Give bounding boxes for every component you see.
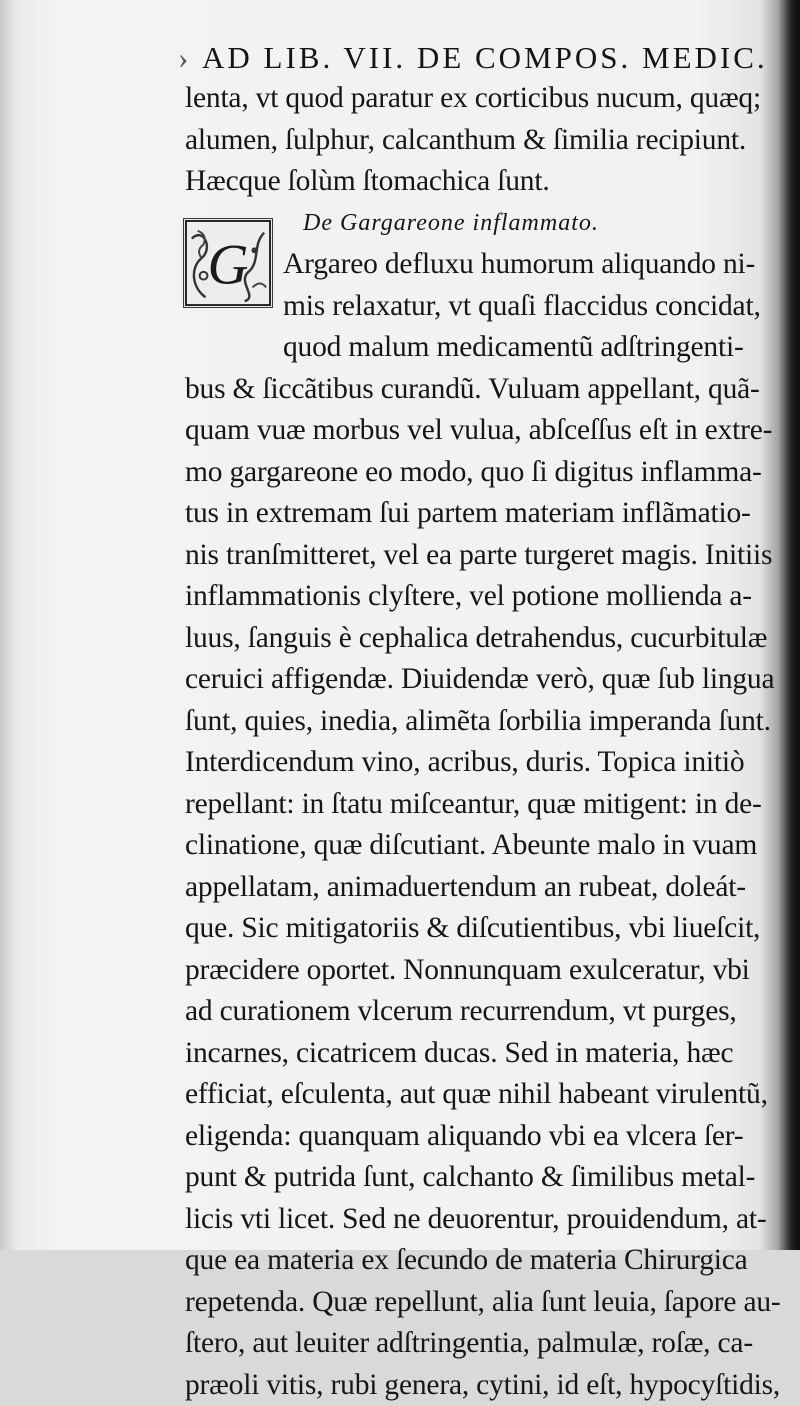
text-line: Argareo defluxu humorum aliquando ni- bbox=[185, 244, 775, 286]
text-line: repetenda. Quæ repellunt, alia ſunt leuia, ſapore au- bbox=[185, 1282, 775, 1324]
page-edge-shadow bbox=[778, 0, 800, 1250]
section-heading: De Gargareone inflammato. bbox=[185, 203, 775, 245]
text-line: quam vuæ morbus vel vulua, abſceſſus eſt in extre- bbox=[185, 410, 775, 452]
text-line: luus, ſanguis è cephalica detrahendus, cucurbitulæ bbox=[185, 618, 775, 660]
text-line: ceruici affigendæ. Diuidendæ verò, quæ ſub lingua bbox=[185, 659, 775, 701]
text-line: appellatam, animaduertendum an rubeat, doleát- bbox=[185, 867, 775, 909]
text-line: clinatione, quæ diſcutiant. Abeunte malo in vuam bbox=[185, 825, 775, 867]
text-line: efficiat, eſculenta, aut quæ nihil habeant virulentũ, bbox=[185, 1074, 775, 1116]
text-line: ſtero, aut leuiter adſtringentia, palmulæ, roſæ, ca- bbox=[185, 1323, 775, 1365]
text-line: lenta, vt quod paratur ex corticibus nucum, quæq; bbox=[185, 78, 775, 120]
text-line: Hæcque ſolùm ſtomachica ſunt. bbox=[185, 161, 775, 203]
text-line: punt & putrida ſunt, calchanto & ſimilibus metal- bbox=[185, 1157, 775, 1199]
text-line: tus in extremam ſui partem materiam inflãmatio- bbox=[185, 493, 775, 535]
body-text bbox=[185, 78, 775, 1406]
text-line: præcidere oportet. Nonnunquam exulceratur, vbi bbox=[185, 950, 775, 992]
text-line: Interdicendum vino, acribus, duris. Topica initiò bbox=[185, 742, 775, 784]
text-line: que ea materia ex ſecundo de materia Chirurgica bbox=[185, 1240, 775, 1282]
text-line: bus & ſiccãtibus curandũ. Vuluam appellant, quã- bbox=[185, 369, 775, 411]
text-line: que. Sic mitigatoriis & diſcutientibus, vbi liueſcit, bbox=[185, 908, 775, 950]
text-line: alumen, ſulphur, calcanthum & ſimilia recipiunt. bbox=[185, 120, 775, 162]
text-line: eligenda: quanquam aliquando vbi ea vlcera ſer- bbox=[185, 1116, 775, 1158]
svg-text:G: G bbox=[208, 234, 249, 297]
margin-mark: › bbox=[178, 40, 188, 76]
text-line: licis vti licet. Sed ne deuorentur, prouidendum, at- bbox=[185, 1199, 775, 1241]
text-line: repellant: in ſtatu miſceantur, quæ mitigent: in de- bbox=[185, 784, 775, 826]
text-line: ad curationem vlcerum recurrendum, vt purges, bbox=[185, 991, 775, 1033]
text-line: nis tranſmitteret, vel ea parte turgeret magis. Initiis bbox=[185, 535, 775, 577]
text-line: inflammationis clyſtere, vel potione mollienda a- bbox=[185, 576, 775, 618]
text-line: mo gargareone eo modo, quo ſi digitus inflamma- bbox=[185, 452, 775, 494]
text-line: quod malum medicamentũ adſtringenti- bbox=[185, 327, 775, 369]
text-line: incarnes, cicatricem ducas. Sed in materia, hæc bbox=[185, 1033, 775, 1075]
text-line: præoli vitis, rubi genera, cytini, id eſt, hypocyſtidis, bbox=[185, 1365, 775, 1406]
running-head bbox=[178, 40, 738, 76]
running-head-text: AD LIB. VII. DE COMPOS. MEDIC. bbox=[202, 40, 768, 75]
text-line: ſunt, quies, inedia, alimẽta ſorbilia imperanda ſunt. bbox=[185, 701, 775, 743]
text-line: mis relaxatur, vt quaſi flaccidus concidat, bbox=[185, 286, 775, 328]
